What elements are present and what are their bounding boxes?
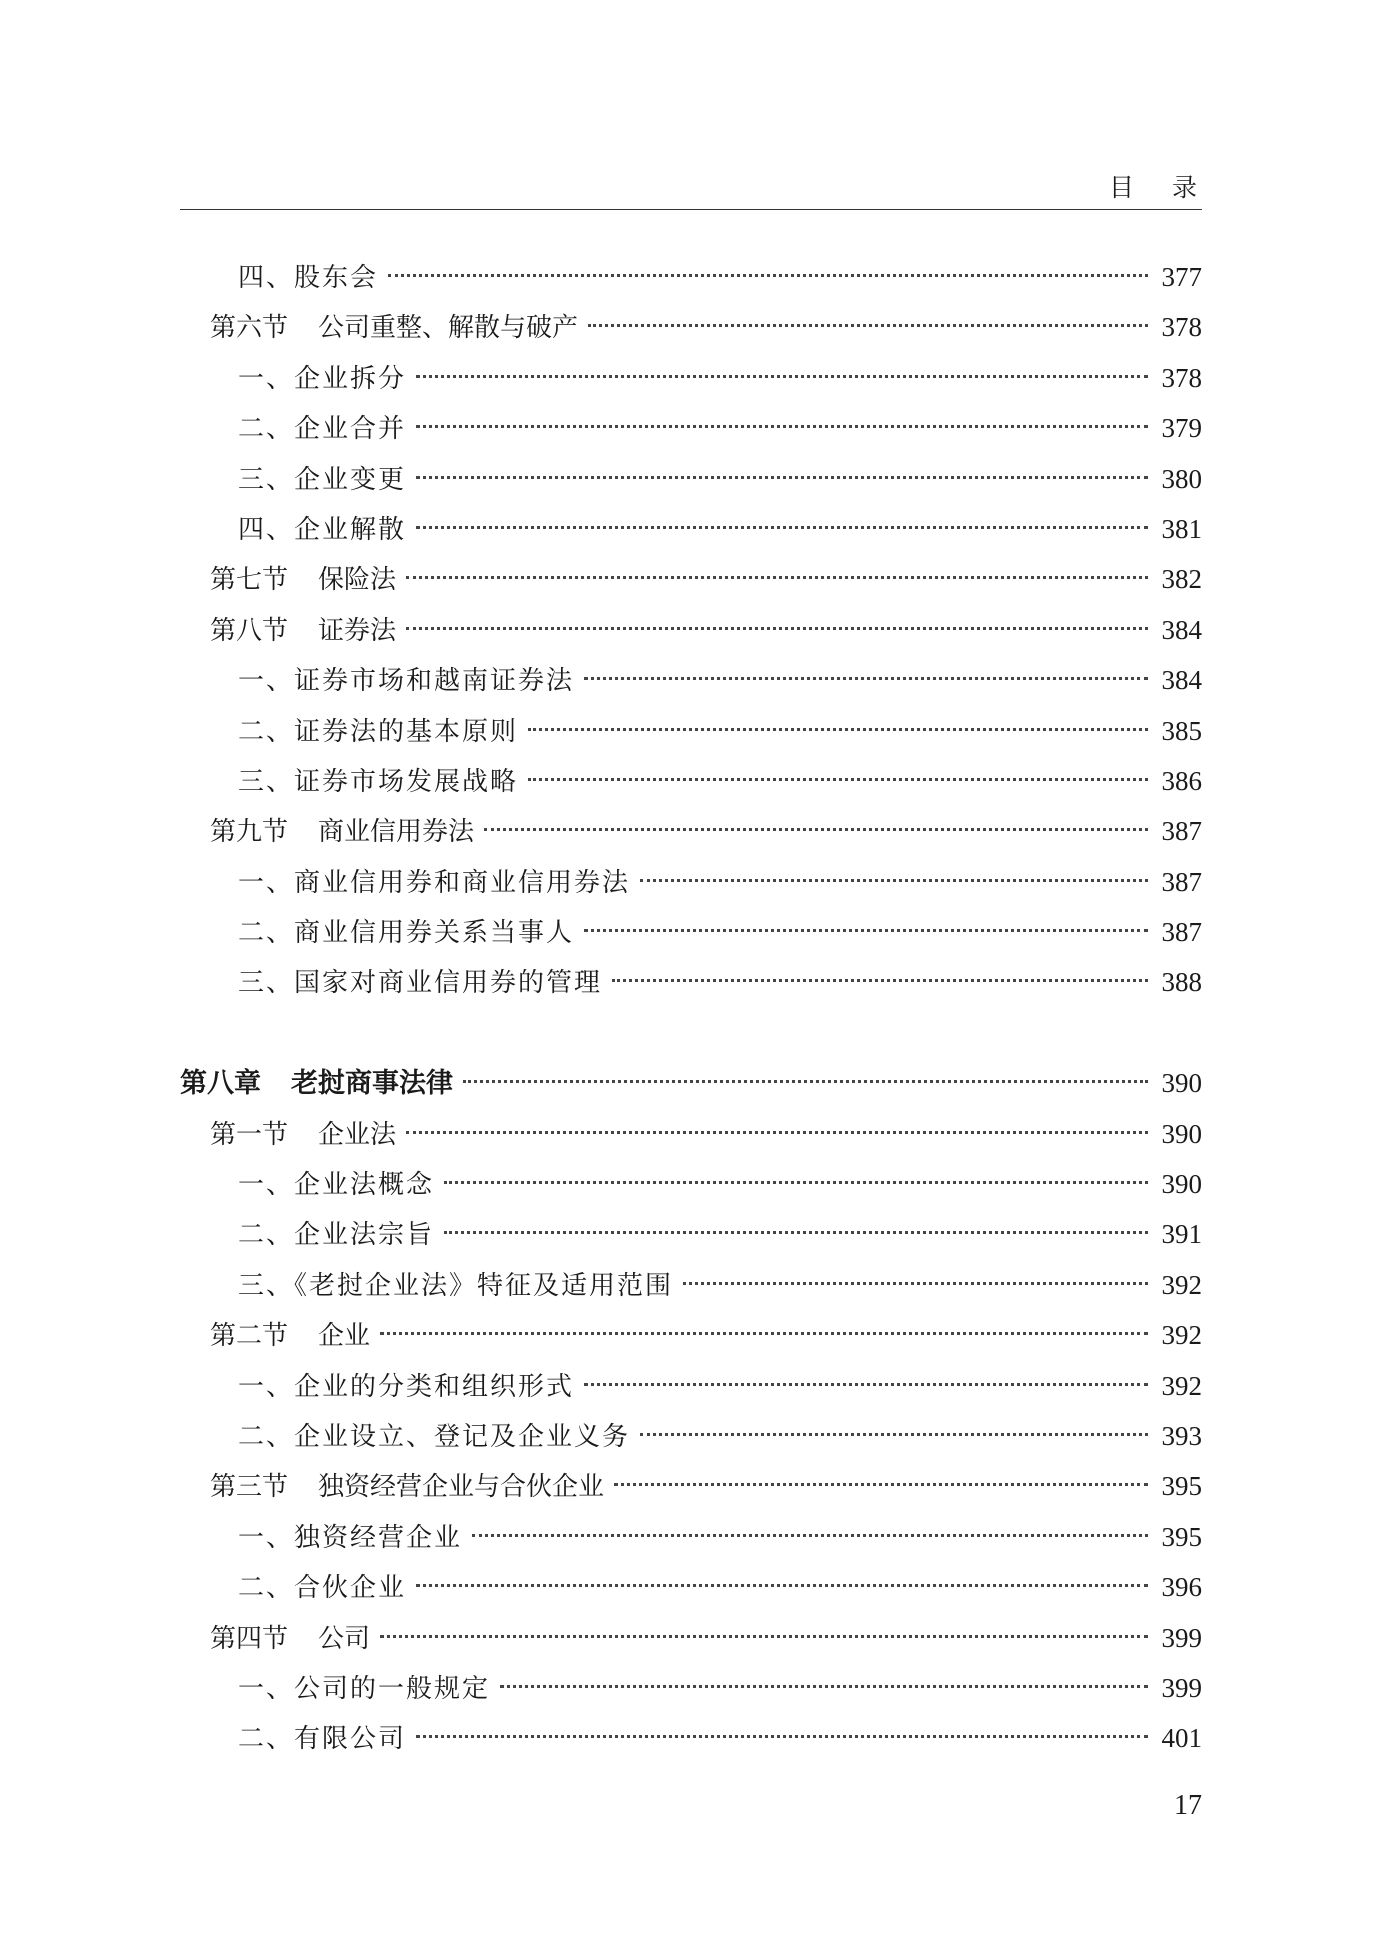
running-head-title: 目录 [1108, 173, 1235, 202]
dot-leader [472, 1534, 1147, 1537]
toc-entry-number: 三、 [238, 766, 295, 797]
toc-entry-page: 388 [1161, 967, 1202, 998]
toc-item[interactable] [180, 1562, 1202, 1612]
toc-entry-title: 企业解散 [294, 514, 407, 545]
toc-entry-page: 384 [1161, 614, 1202, 645]
toc-entry-page: 387 [1161, 866, 1202, 897]
dot-leader [640, 879, 1147, 882]
dot-leader [463, 1080, 1148, 1083]
toc-item[interactable] [180, 857, 1202, 907]
toc-entry-title: 企业法宗旨 [294, 1220, 435, 1251]
toc-entry-page: 387 [1161, 816, 1202, 847]
toc-entry-number: 二、 [238, 1220, 295, 1251]
dot-leader [528, 778, 1147, 781]
toc-entry-page: 386 [1161, 765, 1202, 796]
toc-item[interactable] [180, 504, 1202, 554]
toc-entry-page: 384 [1161, 665, 1202, 696]
toc-entry-title: 商业信用券关系当事人 [294, 918, 575, 949]
toc-entry-page: 385 [1161, 715, 1202, 746]
toc-entry-label [238, 253, 378, 303]
toc-entry-page: 393 [1161, 1420, 1202, 1451]
toc-entry-number: 第六节 [210, 313, 289, 344]
toc-entry-number: 第八节 [210, 615, 289, 646]
toc-entry-label [210, 1614, 370, 1664]
toc-entry-number: 三、 [238, 968, 295, 999]
toc-item[interactable] [180, 1361, 1202, 1411]
dot-leader [416, 476, 1147, 479]
toc-entry-title: 国家对商业信用券的管理 [294, 968, 603, 999]
toc-entry-number: 一、 [238, 867, 295, 898]
dot-leader [588, 324, 1147, 327]
toc-entry-page: 382 [1161, 564, 1202, 595]
dot-leader [406, 627, 1147, 630]
toc-entry-label [238, 1160, 434, 1210]
toc-entry-page: 396 [1161, 1572, 1202, 1603]
toc-entry-title: 企业合并 [294, 414, 407, 445]
toc-item[interactable] [180, 756, 1202, 806]
toc-entry-label [238, 1714, 406, 1764]
toc-entry-page: 390 [1161, 1118, 1202, 1149]
toc-entry-number: 一、 [238, 363, 295, 394]
toc-entry-page: 401 [1161, 1723, 1202, 1754]
toc-entry-number: 三、 [238, 464, 295, 495]
dot-leader [640, 1433, 1147, 1436]
dot-leader [380, 1635, 1147, 1638]
toc-entry-title: 企业 [318, 1321, 371, 1352]
dot-leader [500, 1685, 1147, 1688]
toc-entry-number: 三、 [238, 1270, 295, 1301]
toc-item[interactable] [180, 1663, 1202, 1713]
toc-entry-page: 392 [1161, 1370, 1202, 1401]
toc-entry-title: 保险法 [318, 565, 397, 596]
toc-item[interactable] [180, 907, 1202, 957]
dot-leader [416, 526, 1147, 529]
toc-item[interactable] [180, 1512, 1202, 1562]
dot-leader [584, 1383, 1147, 1386]
toc-entry-label [238, 1210, 434, 1260]
toc-entry-number: 第八章 [180, 1068, 261, 1100]
toc-entry-page: 395 [1161, 1471, 1202, 1502]
toc-entry-number: 第七节 [210, 565, 289, 596]
dot-leader [484, 828, 1147, 831]
toc-entry-title: 证券法 [318, 615, 397, 646]
dot-leader [444, 1181, 1147, 1184]
toc-entry-label [238, 757, 518, 807]
toc-entry-page: 379 [1161, 413, 1202, 444]
toc-section[interactable] [180, 554, 1202, 604]
header-rule [180, 209, 1202, 210]
table-of-contents [180, 252, 1202, 1764]
page-number: 17 [1174, 1790, 1202, 1821]
toc-entry-number: 一、 [238, 1522, 295, 1553]
toc-entry-page: 390 [1161, 1068, 1202, 1099]
toc-section[interactable] [180, 1310, 1202, 1360]
dot-leader [584, 677, 1147, 680]
toc-entry-title: 股东会 [294, 263, 379, 293]
toc-entry-label [210, 606, 396, 656]
toc-entry-number: 第四节 [210, 1623, 289, 1654]
toc-entry-label [238, 1412, 630, 1462]
toc-entry-number: 第二节 [210, 1321, 289, 1352]
toc-item[interactable] [180, 454, 1202, 504]
dot-leader [416, 425, 1147, 428]
toc-item[interactable] [180, 706, 1202, 756]
toc-entry-title: 企业法 [318, 1119, 397, 1150]
toc-entry-label [238, 858, 630, 908]
toc-entry-label [238, 1261, 673, 1311]
toc-entry-number: 二、 [238, 1573, 295, 1604]
toc-item[interactable] [180, 1411, 1202, 1461]
dot-leader [406, 1131, 1147, 1134]
toc-entry-label [210, 1110, 396, 1160]
toc-entry-number: 一、 [238, 1673, 295, 1704]
toc-section[interactable] [180, 1109, 1202, 1159]
toc-entry-label [238, 455, 406, 505]
toc-entry-label [210, 555, 396, 605]
toc-section[interactable] [180, 806, 1202, 856]
toc-item[interactable] [180, 1209, 1202, 1259]
toc-entry-page: 395 [1161, 1521, 1202, 1552]
toc-section[interactable] [180, 1613, 1202, 1663]
toc-section[interactable] [180, 1461, 1202, 1511]
toc-spacer [180, 1008, 1202, 1058]
toc-entry-page: 381 [1161, 513, 1202, 544]
toc-entry-title: 独资经营企业与合伙企业 [318, 1472, 605, 1503]
toc-entry-title: 企业拆分 [294, 363, 407, 394]
toc-entry-page: 392 [1161, 1269, 1202, 1300]
toc-section[interactable] [180, 302, 1202, 352]
toc-entry-label [238, 958, 602, 1008]
toc-entry-label [238, 505, 406, 555]
toc-entry-page: 399 [1161, 1672, 1202, 1703]
dot-leader [388, 274, 1147, 277]
toc-entry-page: 387 [1161, 917, 1202, 948]
toc-entry-label [238, 1664, 490, 1714]
toc-entry-label [238, 1362, 574, 1412]
toc-item[interactable] [180, 1260, 1202, 1310]
toc-item[interactable] [180, 957, 1202, 1007]
dot-leader [406, 576, 1147, 579]
toc-chapter[interactable] [180, 1058, 1202, 1108]
toc-entry-title: 独资经营企业 [294, 1522, 463, 1553]
toc-entry-page: 380 [1161, 463, 1202, 494]
toc-entry-label [180, 1059, 453, 1109]
toc-entry-number: 二、 [238, 1724, 295, 1755]
toc-item[interactable] [180, 252, 1202, 302]
toc-entry-label [210, 1462, 604, 1512]
toc-entry-title: 企业设立、登记及企业义务 [294, 1421, 631, 1452]
toc-entry-page: 377 [1161, 262, 1202, 292]
toc-entry-title: 商业信用券和商业信用券法 [294, 867, 631, 898]
toc-entry-number: 二、 [238, 1421, 295, 1452]
toc-entry-page: 378 [1161, 362, 1202, 393]
toc-entry-label [210, 303, 578, 353]
toc-entry-title: 公司的一般规定 [294, 1673, 491, 1704]
dot-leader [612, 979, 1147, 982]
toc-entry-label [238, 908, 574, 958]
toc-entry-title: 老挝商事法律 [291, 1068, 453, 1100]
toc-entry-number: 二、 [238, 918, 295, 949]
dot-leader [683, 1282, 1147, 1285]
toc-item[interactable] [180, 403, 1202, 453]
toc-item[interactable] [180, 353, 1202, 403]
toc-entry-number: 二、 [238, 414, 295, 445]
toc-entry-title: 商业信用券法 [318, 817, 475, 848]
toc-entry-number: 四、 [238, 263, 295, 293]
toc-entry-title: 证券市场发展战略 [294, 766, 519, 797]
toc-entry-title: 有限公司 [294, 1724, 407, 1755]
toc-entry-label [238, 1513, 462, 1563]
dot-leader [380, 1332, 1147, 1335]
dot-leader [416, 375, 1147, 378]
toc-entry-number: 四、 [238, 514, 295, 545]
toc-entry-number: 一、 [238, 1371, 295, 1402]
toc-entry-label [238, 707, 518, 757]
toc-entry-page: 378 [1161, 312, 1202, 343]
toc-entry-title: 公司重整、解散与破产 [318, 313, 579, 344]
toc-entry-page: 390 [1161, 1169, 1202, 1200]
toc-entry-number: 一、 [238, 666, 295, 697]
toc-item[interactable] [180, 1713, 1202, 1763]
toc-entry-number: 二、 [238, 716, 295, 747]
toc-section[interactable] [180, 605, 1202, 655]
toc-entry-number: 一、 [238, 1170, 295, 1201]
toc-item[interactable] [180, 1159, 1202, 1209]
toc-item[interactable] [180, 655, 1202, 705]
toc-entry-page: 391 [1161, 1219, 1202, 1250]
toc-entry-title: 公司 [318, 1623, 371, 1654]
toc-entry-page: 399 [1161, 1622, 1202, 1653]
toc-entry-label [210, 1311, 370, 1361]
toc-entry-label [238, 404, 406, 454]
toc-entry-page: 392 [1161, 1320, 1202, 1351]
toc-entry-number: 第一节 [210, 1119, 289, 1150]
toc-entry-title: 企业变更 [294, 464, 407, 495]
toc-entry-title: 证券法的基本原则 [294, 716, 519, 747]
dot-leader [528, 728, 1147, 731]
toc-entry-title: 企业法概念 [294, 1170, 435, 1201]
toc-entry-title: 合伙企业 [294, 1573, 407, 1604]
toc-entry-label [238, 1563, 406, 1613]
toc-entry-number: 第三节 [210, 1472, 289, 1503]
dot-leader [416, 1584, 1147, 1587]
toc-entry-title: 证券市场和越南证券法 [294, 666, 575, 697]
dot-leader [444, 1231, 1147, 1234]
toc-entry-label [210, 807, 474, 857]
toc-entry-label [238, 656, 574, 706]
toc-entry-number: 第九节 [210, 817, 289, 848]
dot-leader [584, 929, 1147, 932]
toc-entry-title: 企业的分类和组织形式 [294, 1371, 575, 1402]
toc-entry-label [238, 354, 406, 404]
dot-leader [614, 1483, 1147, 1486]
toc-entry-title: 《老挝企业法》特征及适用范围 [294, 1270, 674, 1301]
dot-leader [416, 1735, 1147, 1738]
